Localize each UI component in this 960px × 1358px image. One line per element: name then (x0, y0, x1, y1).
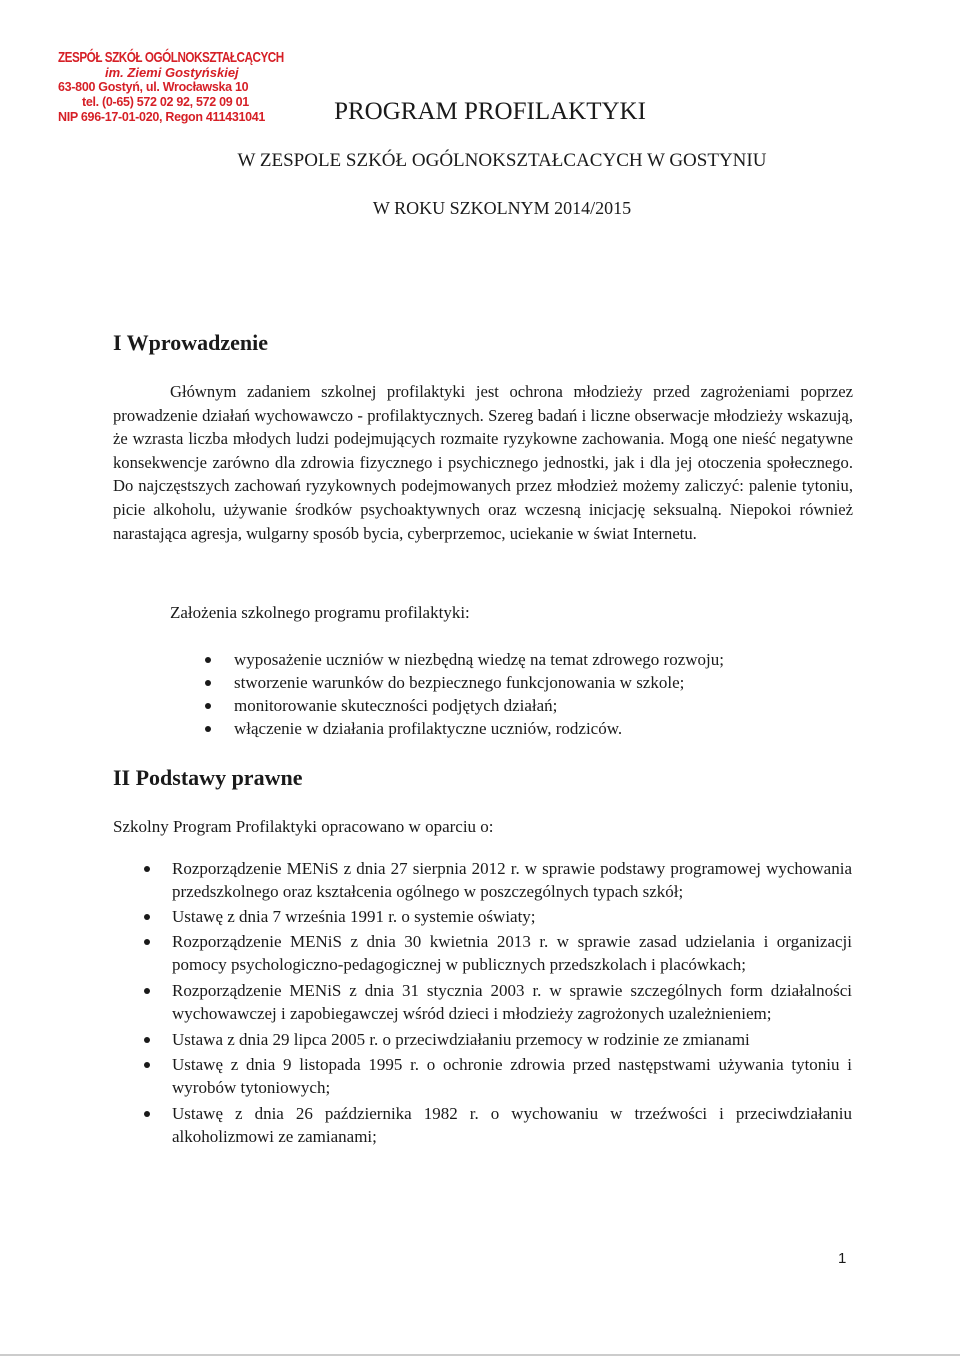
list-item: stworzenie warunków do bezpiecznego funkcjonowania w szkole; (210, 671, 724, 694)
school-year: W ROKU SZKOLNYM 2014/2015 (372, 198, 632, 218)
stamp-phone: tel. (0-65) 572 02 92, 572 09 01 (82, 95, 249, 109)
stamp-patron: im. Ziemi Gostyńskiej (105, 65, 239, 80)
document-subtitle: W ZESPOLE SZKÓŁ OGÓLNOKSZTAŁCACYCH W GOSTYNIU (237, 150, 767, 171)
list-item: Ustawa z dnia 29 lipca 2005 r. o przeciwdziałaniu przemocy w rodzinie ze zmianami (172, 1028, 852, 1051)
scan-edge-divider (0, 1354, 960, 1356)
legal-intro: Szkolny Program Profilaktyki opracowano w oparciu o: (113, 817, 494, 836)
legal-basis-list (172, 857, 852, 1148)
stamp-school-name: ZESPÓŁ SZKÓŁ OGÓLNOKSZTAŁCĄCYCH (58, 49, 284, 66)
section-heading-legal-basis: II Podstawy prawne (113, 765, 303, 790)
list-item: Rozporządzenie MENiS z dnia 30 kwietnia 2013 r. w sprawie zasad udzielania i organizacji pomocy psychologiczno-pedagogicznej w publicznych przedszkolach i placówkach; (172, 932, 852, 974)
page-number: 1 (838, 1250, 847, 1267)
list-item: wyposażenie uczniów w niezbędną wiedzę na temat zdrowego rozwoju; (210, 648, 724, 671)
list-item: Rozporządzenie MENiS z dnia 31 stycznia 2003 r. w sprawie szczególnych form działalności wychowawczej i zapobiegawczej wśród dzieci i młodzieży zagrożonych uzależnieniem; (172, 981, 852, 1023)
list-item: monitorowanie skuteczności podjętych działań; (210, 694, 724, 717)
introduction-paragraph (113, 380, 853, 545)
list-item: Ustawę z dnia 26 października 1982 r. o wychowaniu w trzeźwości i przeciwdziałaniu alkoholizmowi ze zamianami; (172, 1104, 852, 1146)
list-item: Ustawę z dnia 9 listopada 1995 r. o ochronie zdrowia przed następstwami używania tytoniu i wyrobów tytoniowych; (172, 1055, 852, 1097)
list-item: Rozporządzenie MENiS z dnia 27 sierpnia 2012 r. w sprawie podstawy programowej wychowania przedszkolnego oraz kształcenia ogólnego w poszczególnych typach szkół; (172, 859, 852, 901)
stamp-nip-regon: NIP 696-17-01-020, Regon 411431041 (58, 110, 266, 124)
introduction-text: Głównym zadaniem szkolnej profilaktyki jest ochrona młodzieży przed zagrożeniami poprzez prowadzenie działań wychowawczo - profilaktycznych. Szereg badań i liczne obserwacje młodzieży wskazują, że wzrasta liczba młodych ludzi podejmujących rozmaite ryzykowne zachowania. Mogą one nieść negatywne konsekwencje zarówno dla zdrowia fizycznego i psychicznego jednostki, jak i dla jej otoczenia społecznego. Do najczęstszych zachowań ryzykownych podejmowanych przez młodzież możemy zaliczyć: palenie tytoniu, picie alkoholu, używanie środków psychoaktywnych oraz wczesną inicjację seksualną. Niepokoi również narastająca agresja, wulgarny sposób bycia, cyberprzemoc, uciekanie w świat Internetu. (113, 382, 853, 543)
list-item: włączenie w działania profilaktyczne uczniów, rodziców. (210, 717, 724, 740)
list-item: Ustawę z dnia 7 września 1991 r. o systemie oświaty; (172, 905, 852, 928)
document-title: PROGRAM PROFILAKTYKI (334, 98, 646, 125)
section-heading-introduction: I Wprowadzenie (113, 330, 269, 355)
goals-title: Założenia szkolnego programu profilaktyki: (170, 603, 470, 622)
goals-list (210, 648, 724, 740)
stamp-address: 63-800 Gostyń, ul. Wrocławska 10 (58, 80, 249, 94)
